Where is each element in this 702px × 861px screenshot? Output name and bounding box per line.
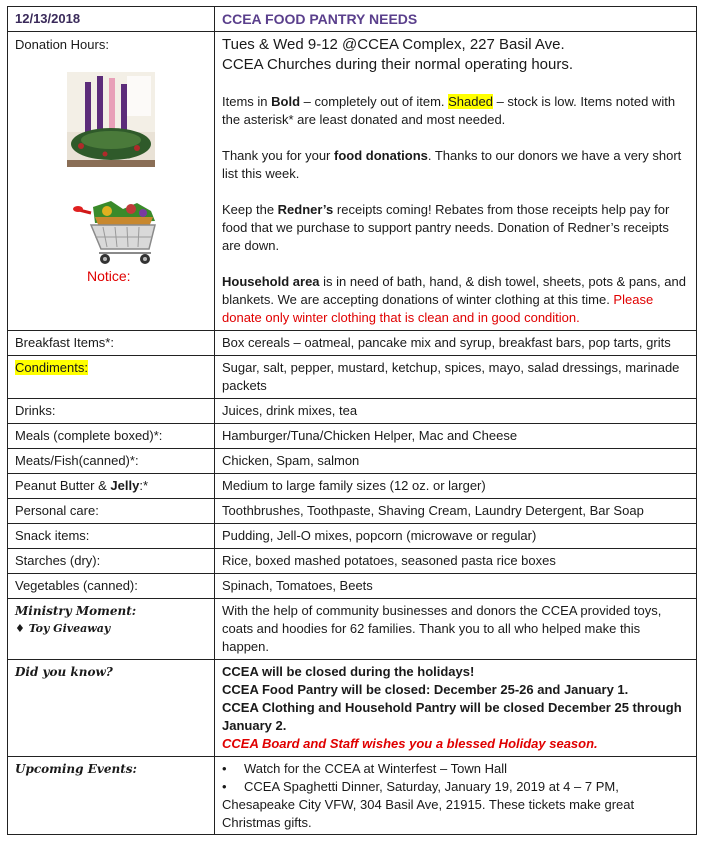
table-row	[8, 574, 697, 599]
ministry-value: With the help of community businesses and donors the CCEA provided toys, coats and hoodies for 62 families. Thank you to all who helped make this happen.	[215, 599, 697, 660]
upcoming-label-cell	[8, 757, 215, 835]
row-label-cell	[8, 474, 215, 499]
didyouknow-label: Did you know?	[15, 665, 113, 679]
table-row	[8, 549, 697, 574]
row-label: Starches (dry):	[8, 549, 215, 574]
household-paragraph	[222, 273, 690, 327]
upcoming-row	[8, 757, 697, 835]
date: 12/13/2018	[8, 7, 215, 32]
row-label: Meats/Fish(canned)*:	[8, 449, 215, 474]
row-value: Toothbrushes, Toothpaste, Shaving Cream, Laundry Detergent, Bar Soap	[215, 499, 697, 524]
redners-bold: Redner’s	[277, 202, 334, 217]
donation-details	[215, 32, 697, 331]
thanks-paragraph	[222, 147, 690, 183]
didyouknow-label-cell	[8, 660, 215, 757]
thanks-text: . Thanks to our donors we have a very short list this week.	[222, 148, 682, 181]
upcoming-value	[215, 757, 697, 835]
event-text: CCEA Spaghetti Dinner, Saturday, January 19, 2019 at 4 – 7 PM, Chesapeake City VFW, 304 Basil Ave, 21915. These tickets make great Christmas gifts.	[222, 779, 635, 830]
row-label: Snack items:	[8, 524, 215, 549]
bullet-icon: •	[222, 779, 227, 794]
row-label: Meals (complete boxed)*:	[8, 424, 215, 449]
row-value: Rice, boxed mashed potatoes, seasoned pasta rice boxes	[215, 549, 697, 574]
row-label: Drinks:	[8, 399, 215, 424]
donation-hours-line1: Tues & Wed 9-12 @CCEA Complex, 227 Basil Ave.	[222, 36, 565, 53]
row-value: Box cereals – oatmeal, pancake mix and syrup, breakfast bars, pop tarts, grits	[215, 331, 697, 356]
upcoming-label: Upcoming Events:	[15, 762, 137, 776]
closure-line-1: CCEA will be closed during the holidays!	[222, 664, 475, 679]
legend-text: – completely out of item.	[300, 94, 449, 109]
ministry-row	[8, 599, 697, 660]
legend-text: – stock is low. Items noted with the asterisk* are least donated and most needed.	[222, 94, 676, 127]
redners-text: Keep the	[222, 202, 278, 217]
donation-hours-line2: CCEA Churches during their normal operating hours.	[222, 56, 574, 73]
row-value: Pudding, Jell-O mixes, popcorn (microwave or regular)	[215, 524, 697, 549]
row-label: Peanut Butter &	[15, 478, 111, 493]
table-row	[8, 424, 697, 449]
bullet-icon: •	[222, 761, 227, 776]
legend-shaded: Shaded	[448, 94, 493, 109]
row-label-cell	[8, 356, 215, 399]
closure-line-3: CCEA Clothing and Household Pantry will be closed December 25 through January 2.	[222, 700, 682, 733]
table-row	[8, 449, 697, 474]
row-value: Chicken, Spam, salmon	[215, 449, 697, 474]
holiday-wish: CCEA Board and Staff wishes you a blessed Holiday season.	[222, 736, 598, 751]
event-item	[222, 760, 690, 778]
pantry-needs-table	[7, 6, 697, 835]
thanks-bold: food donations	[334, 148, 428, 163]
ministry-label: Ministry Moment:	[15, 604, 137, 618]
table-row	[8, 399, 697, 424]
household-note: Please donate only winter clothing that is clean and in good condition.	[222, 292, 654, 325]
row-value: Medium to large family sizes (12 oz. or larger)	[215, 474, 697, 499]
advent-wreath-image	[67, 72, 155, 167]
donation-row	[8, 32, 697, 331]
row-label: Condiments:	[15, 360, 88, 375]
donation-label-cell	[8, 32, 215, 331]
household-text: is in need of bath, hand, & dish towel, sheets, pots & pans, and blankets. We are accepting donations of winter clothing at this time.	[222, 274, 686, 307]
row-label: Vegetables (canned):	[8, 574, 215, 599]
event-text: Watch for the CCEA at Winterfest – Town Hall	[244, 761, 507, 776]
household-bold: Household area	[222, 274, 320, 289]
event-item	[222, 778, 690, 832]
thanks-text: Thank you for your	[222, 148, 334, 163]
notice-label: Notice:	[87, 268, 131, 284]
table-row	[8, 474, 697, 499]
row-value: Spinach, Tomatoes, Beets	[215, 574, 697, 599]
ministry-label-cell	[8, 599, 215, 660]
table-row	[8, 356, 697, 399]
table-row	[8, 499, 697, 524]
didyouknow-value	[215, 660, 697, 757]
redners-text: receipts coming! Rebates from those receipts help pay for food that we purchase to support pantry needs. Donation of Redner’s receipts are down.	[222, 202, 670, 253]
donation-hours-label: Donation Hours:	[15, 37, 109, 52]
closure-line-2: CCEA Food Pantry will be closed: December 25-26 and January 1.	[222, 682, 629, 697]
table-row	[8, 331, 697, 356]
row-value: Juices, drink mixes, tea	[215, 399, 697, 424]
table-row	[8, 524, 697, 549]
legend-bold: Bold	[271, 94, 301, 109]
legend-paragraph	[222, 93, 690, 129]
didyouknow-row	[8, 660, 697, 757]
grocery-cart-icon	[71, 201, 161, 267]
toy-giveaway-label: ♦ Toy Giveaway	[15, 622, 111, 635]
row-label: Personal care:	[8, 499, 215, 524]
row-label: Breakfast Items*:	[8, 331, 215, 356]
legend-text: Items in	[222, 94, 272, 109]
row-value: Hamburger/Tuna/Chicken Helper, Mac and Cheese	[215, 424, 697, 449]
row-value: Sugar, salt, pepper, mustard, ketchup, spices, mayo, salad dressings, marinade packets	[215, 356, 697, 399]
redners-paragraph	[222, 201, 690, 255]
header-row	[8, 7, 697, 32]
row-label-bold: Jelly	[110, 478, 140, 493]
page-title: CCEA FOOD PANTRY NEEDS	[215, 7, 697, 32]
row-label: :*	[139, 478, 148, 493]
